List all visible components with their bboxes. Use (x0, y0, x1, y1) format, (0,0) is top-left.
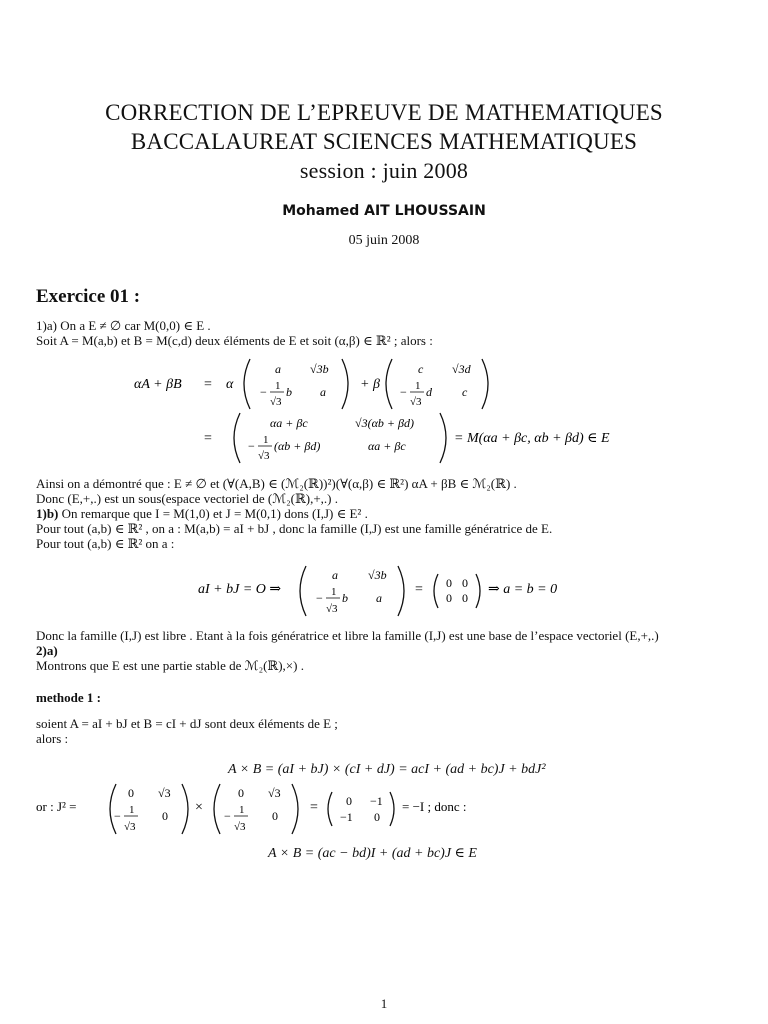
j2-c: − (224, 809, 231, 823)
r-a: 0 (346, 794, 352, 808)
text-line-4: Donc (E,+,.) est un sous(espace vectoriel de (ℳ₂(ℝ),+,.) . (36, 491, 338, 506)
m1-b: √3b (310, 362, 329, 376)
eq1-alpha: α (226, 377, 234, 392)
text-line-7: Pour tout (a,b) ∈ ℝ² on a : (36, 536, 175, 551)
eq1-result: = M(αa + βc, αb + βd) ∈ E (454, 431, 610, 446)
m3-cc: (αb + βd) (274, 439, 321, 453)
paper-title-session: session : juin 2008 (299, 158, 469, 183)
matrix2-right-paren (482, 359, 488, 409)
r-c: −1 (340, 810, 353, 824)
m4-cb: b (342, 591, 348, 605)
m2-a: c (418, 362, 424, 376)
r-d: 0 (374, 810, 380, 824)
text-line-12: alors : (36, 731, 69, 746)
j1-a: 0 (128, 786, 134, 800)
j2-frac-den: √3 (234, 821, 246, 833)
m4-c: − (316, 591, 323, 605)
j1-c: − (114, 809, 121, 823)
equation-free-family (190, 562, 590, 620)
paper-date: 05 juin 2008 (348, 233, 420, 248)
m2-frac-den: √3 (410, 396, 422, 408)
j2-frac-num: 1 (239, 804, 245, 816)
zero-matrix-right-paren (476, 574, 480, 608)
m3-b: √3(αb + βd) (355, 416, 414, 430)
jmat1-right-paren (182, 784, 188, 834)
eq1-lhs: αA + βB (134, 377, 182, 392)
j1-frac-den: √3 (124, 821, 136, 833)
matrix4-right-paren (398, 566, 404, 616)
text-line-10: Montrons que E est une partie stable de ℳ₂(ℝ),×) . (36, 658, 304, 673)
m1-d: a (320, 385, 326, 399)
m1-cb: b (286, 385, 292, 399)
m1-frac-num: 1 (275, 380, 281, 392)
text-line-2: Soit A = M(a,b) et B = M(c,d) deux éléments de E et soit (α,β) ∈ ℝ² ; alors : (36, 333, 433, 348)
m4-frac-den: √3 (326, 603, 338, 615)
text-line-11: soient A = aI + bJ et B = cI + dJ sont deux éléments de E ; (36, 716, 338, 731)
m4-d: a (376, 591, 382, 605)
m3-d: αa + βc (368, 439, 406, 453)
text-line-1 (36, 318, 211, 333)
page-number: 1 (380, 996, 388, 1011)
m4-frac-num: 1 (331, 586, 337, 598)
m4-b: √3b (368, 568, 387, 582)
times-sign: × (195, 800, 203, 815)
eq1-equals-2: = (204, 431, 212, 446)
matrix3-right-paren (440, 413, 446, 463)
exercise-heading: Exercice 01 : (36, 286, 141, 307)
j1-frac-num: 1 (129, 804, 135, 816)
rmat-right-paren (390, 792, 394, 826)
j2-b: √3 (268, 786, 281, 800)
m2-d: c (462, 385, 468, 399)
text-line-3: Ainsi on a démontré que : E ≠ ∅ et (∀(A,B) ∈ (ℳ₂(ℝ))²)(∀(α,β) ∈ ℝ²) αA + βB ∈ ℳ₂(ℝ) . (36, 476, 517, 491)
equation-product-expansion: A × B = (aI + bJ) × (cI + dJ) = acI + (ad + bc)J + bdJ² (228, 762, 546, 777)
matrix1-right-paren (342, 359, 348, 409)
question-label-1a: 1)a) (36, 318, 57, 333)
author-name: Mohamed AIT LHOUSSAIN (282, 203, 486, 219)
m3-frac-den: √3 (258, 450, 270, 462)
eq2-result: ⇒ a = b = 0 (488, 582, 558, 597)
text-line-5 (36, 506, 368, 521)
eq2-mid: = (415, 582, 423, 597)
m2-b: √3d (452, 362, 471, 376)
question-label-2a: 2)a) (36, 643, 58, 658)
text-line-6: Pour tout (a,b) ∈ ℝ² , on a : M(a,b) = aI + bJ , donc la famille (I,J) est une famille génératrice de E. (36, 521, 553, 536)
r-b: −1 (370, 794, 383, 808)
j2-a: 0 (238, 786, 244, 800)
paper-title-line2: BACCALAUREAT SCIENCES MATHEMATIQUES (130, 129, 638, 154)
jmat2-right-paren (292, 784, 298, 834)
m1-a: a (275, 362, 281, 376)
matrix4-left-paren (300, 566, 306, 616)
eq1-equals-1: = (204, 377, 212, 392)
matrix1-left-paren (244, 359, 250, 409)
text-line-8: Donc la famille (I,J) est libre . Etant à la fois génératrice et libre la famille (I,J) est une base de l’espace vectoriel (E,+,.) (36, 628, 659, 643)
m1-c: − (260, 385, 267, 399)
z-c: 0 (446, 591, 452, 605)
or-label: or : J² = (36, 799, 77, 814)
matrix2-left-paren (386, 359, 392, 409)
m3-frac-num: 1 (263, 434, 269, 446)
m3-c: − (248, 439, 255, 453)
method-heading: methode 1 : (36, 690, 101, 705)
equation-product-result: A × B = (ac − bd)I + (ad + bc)J ∈ E (268, 846, 477, 861)
eq2-lhs: aI + bJ = O ⇒ (198, 582, 282, 597)
matrix3-left-paren (234, 413, 240, 463)
m2-cd: d (426, 385, 432, 399)
text-line-1-body: On a E ≠ ∅ car M(0,0) ∈ E . (56, 318, 211, 333)
z-b: 0 (462, 576, 468, 590)
question-label-1b: 1)b) (36, 506, 59, 521)
j1-b: √3 (158, 786, 171, 800)
zero-matrix-left-paren (434, 574, 438, 608)
j2-d: 0 (272, 809, 278, 823)
rmat-left-paren (328, 792, 332, 826)
z-a: 0 (446, 576, 452, 590)
jmat2-left-paren (214, 784, 220, 834)
equation-linear-combination (120, 355, 680, 467)
m2-frac-num: 1 (415, 380, 421, 392)
paper-title-line1: CORRECTION DE L’EPREUVE DE MATHEMATIQUES (105, 100, 663, 125)
z-d: 0 (462, 591, 468, 605)
jsq-equals: = (310, 800, 318, 815)
m3-a: αa + βc (270, 416, 308, 430)
m4-a: a (332, 568, 338, 582)
m1-frac-den: √3 (270, 396, 282, 408)
j1-d: 0 (162, 809, 168, 823)
text-line-5-body: On remarque que I = M(1,0) et J = M(0,1) dons (I,J) ∈ E² . (58, 506, 368, 521)
m2-c: − (400, 385, 407, 399)
equation-j-squared (30, 780, 550, 838)
donc-text: = −I ; donc : (402, 799, 467, 814)
eq1-plus-beta: + β (360, 377, 380, 392)
